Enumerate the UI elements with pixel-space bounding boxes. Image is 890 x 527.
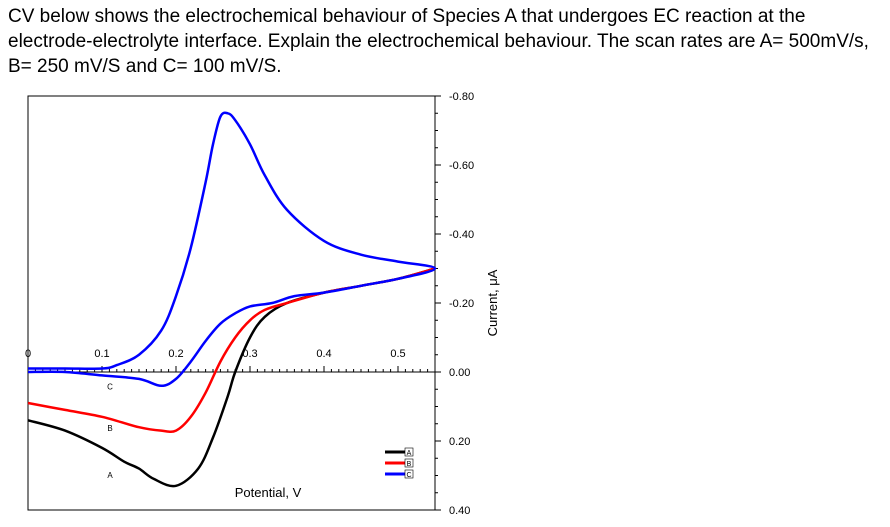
x-axis-label: Potential, V	[234, 485, 302, 500]
plot-frame	[28, 96, 435, 510]
x-tick-label: 0.5	[390, 348, 406, 360]
x-tick-label: 0.2	[168, 348, 184, 360]
x-tick-label: 0	[24, 348, 32, 360]
legend	[382, 440, 434, 486]
legend-label-a: A	[406, 450, 412, 457]
x-tick-labels	[25, 348, 406, 360]
y-tick-label: -0.40	[449, 229, 475, 241]
curve-label-c: C	[107, 382, 113, 392]
y-tick-label: -0.20	[449, 298, 475, 310]
y-tick-label: 0.20	[449, 436, 471, 448]
curve-label-b: B	[107, 423, 113, 433]
y-tick-label: 0.40	[449, 505, 471, 517]
curve-label-a: A	[107, 470, 113, 480]
x-tick-label: 0.3	[242, 348, 258, 360]
y-tick-marks	[435, 96, 441, 510]
y-tick-label: -0.60	[449, 160, 475, 172]
legend-label-c: C	[406, 472, 412, 479]
y-axis-label: Current, μA	[485, 269, 500, 337]
y-tick-labels	[449, 91, 474, 517]
series-line-b	[28, 269, 435, 432]
legend-label-b: B	[406, 461, 412, 468]
curve-annotations	[107, 382, 113, 479]
y-tick-label: -0.80	[449, 91, 475, 103]
x-tick-label: 0.4	[316, 348, 332, 360]
y-tick-label: 0.00	[449, 367, 471, 379]
x-tick-label: 0.1	[94, 348, 110, 360]
series-line-a	[28, 269, 435, 487]
series-lines	[28, 113, 435, 486]
question-text: CV below shows the electrochemical behaviour of Species A that undergoes EC reaction at the electrode-electrolyte interface. Explain the electrochemical behaviour. The scan rates are A= 500mV/s, B= 250 mV/S and C= 100 mV/S.	[8, 6, 869, 77]
